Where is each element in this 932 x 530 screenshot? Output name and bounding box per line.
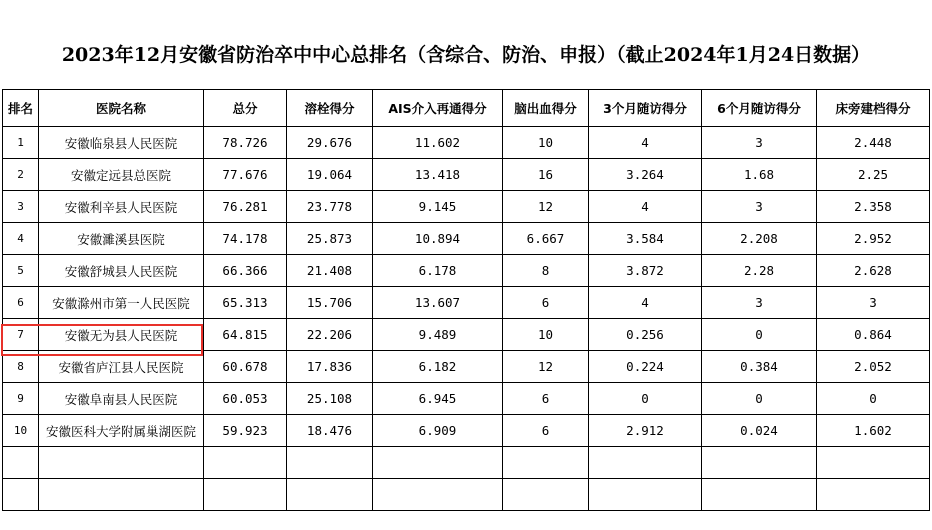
- empty-cell: [817, 447, 930, 479]
- header-followup3: 3个月随访得分: [589, 90, 702, 127]
- cell-total: 64.815: [204, 319, 287, 351]
- cell-followup6: 0.384: [702, 351, 817, 383]
- cell-total: 78.726: [204, 127, 287, 159]
- cell-ais: 13.418: [373, 159, 503, 191]
- cell-total: 59.923: [204, 415, 287, 447]
- table-row: [3, 159, 930, 191]
- cell-followup6: 1.68: [702, 159, 817, 191]
- cell-ais: 6.182: [373, 351, 503, 383]
- cell-ich: 10: [503, 319, 589, 351]
- cell-bedside: 2.052: [817, 351, 930, 383]
- cell-ich: 12: [503, 191, 589, 223]
- empty-cell: [204, 479, 287, 511]
- cell-followup6: 3: [702, 287, 817, 319]
- empty-cell: [589, 479, 702, 511]
- cell-rank: 3: [3, 191, 39, 223]
- table-row: [3, 255, 930, 287]
- cell-followup6: 0: [702, 383, 817, 415]
- cell-ich: 6: [503, 383, 589, 415]
- cell-rank: 1: [3, 127, 39, 159]
- table-row: [3, 223, 930, 255]
- table-row: [3, 383, 930, 415]
- cell-ais: 6.945: [373, 383, 503, 415]
- empty-cell: [287, 447, 373, 479]
- cell-hospital-name: 安徽阜南县人民医院: [39, 383, 204, 415]
- empty-cell: [503, 447, 589, 479]
- empty-cell: [373, 447, 503, 479]
- cell-ais: 6.178: [373, 255, 503, 287]
- table-row-highlighted: [3, 319, 930, 351]
- empty-row: [3, 447, 930, 479]
- header-thrombolysis: 溶栓得分: [287, 90, 373, 127]
- table-row: [3, 287, 930, 319]
- cell-rank: 4: [3, 223, 39, 255]
- cell-hospital-name: 安徽无为县人民医院: [39, 319, 204, 351]
- cell-followup3: 2.912: [589, 415, 702, 447]
- cell-bedside: 0.864: [817, 319, 930, 351]
- cell-followup6: 3: [702, 191, 817, 223]
- empty-cell: [817, 479, 930, 511]
- cell-followup6: 2.208: [702, 223, 817, 255]
- cell-rank: 6: [3, 287, 39, 319]
- cell-followup3: 3.264: [589, 159, 702, 191]
- cell-bedside: 1.602: [817, 415, 930, 447]
- empty-cell: [39, 447, 204, 479]
- cell-rank: 10: [3, 415, 39, 447]
- cell-hospital-name: 安徽省庐江县人民医院: [39, 351, 204, 383]
- cell-total: 77.676: [204, 159, 287, 191]
- page-title: 2023年12月安徽省防治卒中中心总排名（含综合、防治、申报）（截止2024年1月24日数据）: [61, 44, 871, 66]
- header-ais: AIS介入再通得分: [373, 90, 503, 127]
- cell-thrombolysis: 23.778: [287, 191, 373, 223]
- empty-cell: [287, 479, 373, 511]
- cell-total: 74.178: [204, 223, 287, 255]
- cell-hospital-name: 安徽濉溪县医院: [39, 223, 204, 255]
- cell-hospital-name: 安徽定远县总医院: [39, 159, 204, 191]
- empty-cell: [702, 479, 817, 511]
- cell-followup3: 4: [589, 287, 702, 319]
- cell-ais: 9.145: [373, 191, 503, 223]
- cell-bedside: 2.448: [817, 127, 930, 159]
- cell-followup3: 0.224: [589, 351, 702, 383]
- cell-ich: 10: [503, 127, 589, 159]
- cell-thrombolysis: 15.706: [287, 287, 373, 319]
- table-row: [3, 351, 930, 383]
- cell-thrombolysis: 25.873: [287, 223, 373, 255]
- cell-ich: 6: [503, 415, 589, 447]
- empty-cell: [589, 447, 702, 479]
- cell-bedside: 2.25: [817, 159, 930, 191]
- cell-ich: 16: [503, 159, 589, 191]
- cell-bedside: 2.358: [817, 191, 930, 223]
- cell-ais: 13.607: [373, 287, 503, 319]
- cell-ich: 6.667: [503, 223, 589, 255]
- empty-cell: [702, 447, 817, 479]
- cell-bedside: 2.628: [817, 255, 930, 287]
- cell-hospital-name: 安徽滁州市第一人民医院: [39, 287, 204, 319]
- cell-followup3: 3.584: [589, 223, 702, 255]
- cell-rank: 9: [3, 383, 39, 415]
- cell-total: 66.366: [204, 255, 287, 287]
- cell-bedside: 2.952: [817, 223, 930, 255]
- cell-total: 60.678: [204, 351, 287, 383]
- cell-followup6: 3: [702, 127, 817, 159]
- cell-ais: 10.894: [373, 223, 503, 255]
- cell-followup3: 4: [589, 127, 702, 159]
- cell-ich: 6: [503, 287, 589, 319]
- header-hospital-name: 医院名称: [39, 90, 204, 127]
- cell-followup3: 3.872: [589, 255, 702, 287]
- cell-bedside: 3: [817, 287, 930, 319]
- header-bedside: 床旁建档得分: [817, 90, 930, 127]
- cell-ais: 11.602: [373, 127, 503, 159]
- empty-cell: [373, 479, 503, 511]
- cell-hospital-name: 安徽利辛县人民医院: [39, 191, 204, 223]
- cell-followup3: 0.256: [589, 319, 702, 351]
- header-ich: 脑出血得分: [503, 90, 589, 127]
- cell-thrombolysis: 22.206: [287, 319, 373, 351]
- cell-ais: 6.909: [373, 415, 503, 447]
- table-row: [3, 127, 930, 159]
- cell-total: 65.313: [204, 287, 287, 319]
- cell-hospital-name: 安徽舒城县人民医院: [39, 255, 204, 287]
- cell-followup6: 0: [702, 319, 817, 351]
- empty-row: [3, 479, 930, 511]
- cell-ich: 8: [503, 255, 589, 287]
- empty-cell: [39, 479, 204, 511]
- cell-total: 60.053: [204, 383, 287, 415]
- cell-followup3: 4: [589, 191, 702, 223]
- cell-hospital-name: 安徽医科大学附属巢湖医院: [39, 415, 204, 447]
- cell-followup6: 2.28: [702, 255, 817, 287]
- cell-thrombolysis: 17.836: [287, 351, 373, 383]
- table-body: [3, 127, 930, 511]
- empty-cell: [503, 479, 589, 511]
- cell-total: 76.281: [204, 191, 287, 223]
- cell-followup3: 0: [589, 383, 702, 415]
- cell-ais: 9.489: [373, 319, 503, 351]
- cell-bedside: 0: [817, 383, 930, 415]
- cell-rank: 7: [3, 319, 39, 351]
- cell-ich: 12: [503, 351, 589, 383]
- cell-thrombolysis: 19.064: [287, 159, 373, 191]
- cell-thrombolysis: 25.108: [287, 383, 373, 415]
- cell-thrombolysis: 29.676: [287, 127, 373, 159]
- header-rank: 排名: [3, 90, 39, 127]
- cell-rank: 2: [3, 159, 39, 191]
- empty-cell: [3, 479, 39, 511]
- ranking-table: [2, 89, 930, 511]
- cell-hospital-name: 安徽临泉县人民医院: [39, 127, 204, 159]
- header-total: 总分: [204, 90, 287, 127]
- empty-cell: [204, 447, 287, 479]
- header-row: [3, 90, 930, 127]
- cell-rank: 8: [3, 351, 39, 383]
- table-row: [3, 415, 930, 447]
- cell-thrombolysis: 18.476: [287, 415, 373, 447]
- empty-cell: [3, 447, 39, 479]
- table-row: [3, 191, 930, 223]
- cell-rank: 5: [3, 255, 39, 287]
- cell-followup6: 0.024: [702, 415, 817, 447]
- cell-thrombolysis: 21.408: [287, 255, 373, 287]
- header-followup6: 6个月随访得分: [702, 90, 817, 127]
